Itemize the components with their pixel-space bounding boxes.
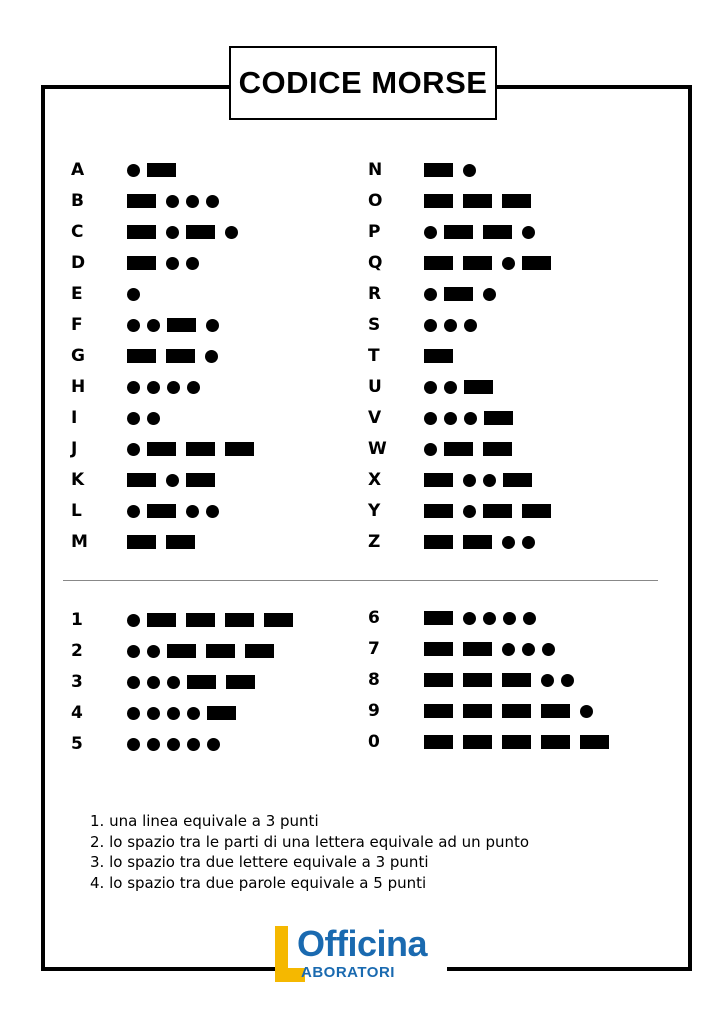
morse-dash [127,256,156,270]
morse-dot [127,164,140,177]
morse-dash [522,504,551,518]
morse-dot [444,381,457,394]
morse-dot [127,443,140,456]
morse-row-v [368,408,628,428]
morse-dash [424,673,453,687]
morse-dash [424,256,453,270]
morse-dot [483,612,496,625]
morse-char: L [71,501,82,521]
morse-dash [186,225,215,239]
morse-row-n [368,160,628,180]
morse-dash [127,225,156,239]
morse-dash [206,644,235,658]
morse-row-7 [368,639,628,659]
morse-char: V [368,408,382,428]
notes-list [90,811,529,893]
morse-dot [127,738,140,751]
morse-dot [206,505,219,518]
morse-row-e [71,284,331,304]
morse-dot [503,612,516,625]
morse-dot [166,474,179,487]
morse-char: 0 [368,732,380,752]
morse-dot [186,505,199,518]
morse-row-q [368,253,628,273]
morse-dot [147,645,160,658]
morse-dash [147,504,176,518]
morse-dot [167,676,180,689]
morse-dash [187,675,216,689]
morse-row-w [368,439,628,459]
morse-dot [127,505,140,518]
morse-row-g [71,346,331,366]
morse-dash [463,256,492,270]
morse-dot [166,226,179,239]
morse-dot [147,381,160,394]
morse-dot [483,474,496,487]
morse-char: S [368,315,381,335]
morse-dash [127,535,156,549]
morse-dash [463,704,492,718]
morse-char: E [71,284,83,304]
note-item: 2. lo spazio tra le parti di una lettera equivale ad un punto [90,832,530,851]
morse-dot [424,319,437,332]
morse-char: Z [368,532,381,552]
morse-dot [206,319,219,332]
morse-dot [522,643,535,656]
morse-row-p [368,222,628,242]
morse-char: C [71,222,84,242]
morse-dash [166,349,195,363]
morse-dot [483,288,496,301]
morse-dot [225,226,238,239]
morse-dot [147,412,160,425]
morse-dash [424,163,453,177]
morse-dot [186,257,199,270]
morse-dash [444,287,473,301]
morse-row-c [71,222,331,242]
morse-dot [561,674,574,687]
morse-dot [127,645,140,658]
morse-dash [424,704,453,718]
title-box [229,46,497,120]
morse-dash [424,349,453,363]
morse-dot [424,381,437,394]
morse-char: 1 [71,610,83,630]
page-title: CODICE MORSE [238,65,488,100]
morse-char: 5 [71,734,83,754]
morse-dot [206,195,219,208]
morse-dash [464,380,493,394]
morse-dot [463,474,476,487]
morse-dash [207,706,236,720]
morse-dash [186,442,215,456]
morse-dash [463,194,492,208]
morse-dash [484,411,513,425]
morse-row-u [368,377,628,397]
morse-dot [187,738,200,751]
morse-char: W [368,439,387,459]
morse-dash [127,349,156,363]
morse-dot [166,195,179,208]
morse-char: R [368,284,382,304]
morse-dash [167,318,196,332]
morse-dash [424,473,453,487]
morse-char: G [71,346,85,366]
morse-dot [205,350,218,363]
morse-dash [444,225,473,239]
morse-dot [502,257,515,270]
morse-dot [127,614,140,627]
morse-char: 7 [368,639,380,659]
morse-dash [483,225,512,239]
morse-dot [463,505,476,518]
morse-dot [541,674,554,687]
morse-dot [167,381,180,394]
morse-row-4 [71,703,331,723]
morse-dash [424,735,453,749]
morse-dash [463,642,492,656]
morse-dash [245,644,274,658]
morse-dot [147,319,160,332]
morse-dash [225,442,254,456]
morse-row-3 [71,672,331,692]
morse-dash [502,704,531,718]
morse-dash [502,194,531,208]
morse-dot [127,412,140,425]
morse-row-6 [368,608,628,628]
morse-row-t [368,346,628,366]
officina-laboratori-logo [275,922,447,982]
morse-char: Q [368,253,383,273]
morse-row-z [368,532,628,552]
morse-dash [444,442,473,456]
morse-dot [502,536,515,549]
morse-dash [147,163,176,177]
note-item: 4. lo spazio tra due parole equivale a 5 punti [90,873,427,892]
morse-char: 8 [368,670,380,690]
morse-dot [127,707,140,720]
morse-dot [167,738,180,751]
morse-dot [424,288,437,301]
morse-row-o [368,191,628,211]
morse-char: M [71,532,88,552]
morse-dash [463,535,492,549]
morse-dot [147,676,160,689]
morse-dot [522,536,535,549]
morse-dash [522,256,551,270]
morse-char: 4 [71,703,83,723]
morse-dot [502,643,515,656]
morse-char: Y [368,501,381,521]
morse-row-y [368,501,628,521]
morse-dot [444,412,457,425]
morse-dot [187,707,200,720]
morse-dot [463,164,476,177]
morse-dash [424,504,453,518]
morse-dot [424,412,437,425]
morse-char: O [368,191,383,211]
note-item: 3. lo spazio tra due lettere equivale a 3 punti [90,853,429,871]
morse-row-k [71,470,331,490]
morse-dash [225,613,254,627]
morse-dash [127,194,156,208]
morse-dash [186,473,215,487]
morse-row-x [368,470,628,490]
logo-bottom-text: ABORATORI [301,964,395,981]
morse-dash [127,473,156,487]
morse-row-i [71,408,331,428]
morse-row-h [71,377,331,397]
morse-dash [463,673,492,687]
morse-dash [502,673,531,687]
morse-row-r [368,284,628,304]
morse-row-m [71,532,331,552]
morse-dot [127,381,140,394]
morse-dash [186,613,215,627]
morse-row-d [71,253,331,273]
morse-dash [541,704,570,718]
morse-char: 6 [368,608,380,628]
morse-dash [541,735,570,749]
morse-dot [444,319,457,332]
morse-dot [186,195,199,208]
morse-dash [463,735,492,749]
morse-dash [424,611,453,625]
morse-dot [522,226,535,239]
morse-dot [580,705,593,718]
morse-char: 3 [71,672,83,692]
morse-row-5 [71,734,331,754]
morse-char: K [71,470,85,490]
morse-row-0 [368,732,628,752]
morse-char: U [368,377,382,397]
morse-dash [424,535,453,549]
morse-dot [424,443,437,456]
morse-char: F [71,315,83,335]
morse-dot [542,643,555,656]
morse-dot [463,612,476,625]
morse-char: P [368,222,381,242]
morse-row-9 [368,701,628,721]
morse-dot [464,319,477,332]
morse-char: A [71,160,85,180]
morse-char: 9 [368,701,380,721]
morse-char: T [368,346,380,366]
morse-dash [424,194,453,208]
morse-row-j [71,439,331,459]
morse-char: N [368,160,383,180]
morse-dot [127,676,140,689]
morse-char: J [71,439,78,459]
morse-row-a [71,160,331,180]
morse-char: I [71,408,78,428]
morse-row-2 [71,641,331,661]
morse-dot [127,319,140,332]
morse-dash [483,442,512,456]
morse-dash [167,644,196,658]
morse-dot [127,288,140,301]
morse-dash [503,473,532,487]
morse-dash [502,735,531,749]
morse-dash [226,675,255,689]
morse-dash [166,535,195,549]
morse-dot [207,738,220,751]
morse-dot [187,381,200,394]
morse-char: X [368,470,382,490]
morse-dot [523,612,536,625]
morse-dot [147,738,160,751]
morse-char: H [71,377,86,397]
morse-row-f [71,315,331,335]
morse-dot [424,226,437,239]
morse-row-s [368,315,628,335]
morse-char: B [71,191,84,211]
morse-row-b [71,191,331,211]
morse-dash [147,613,176,627]
section-divider [63,580,658,581]
morse-dot [167,707,180,720]
morse-row-8 [368,670,628,690]
morse-dash [580,735,609,749]
note-item: 1. una linea equivale a 3 punti [90,812,319,830]
morse-row-1 [71,610,331,630]
morse-dot [464,412,477,425]
logo-top-text: Officina [297,923,428,964]
morse-dash [264,613,293,627]
morse-dash [424,642,453,656]
morse-dot [166,257,179,270]
morse-dash [147,442,176,456]
morse-char: D [71,253,86,273]
morse-char: 2 [71,641,83,661]
morse-dot [147,707,160,720]
morse-row-l [71,501,331,521]
morse-dash [483,504,512,518]
